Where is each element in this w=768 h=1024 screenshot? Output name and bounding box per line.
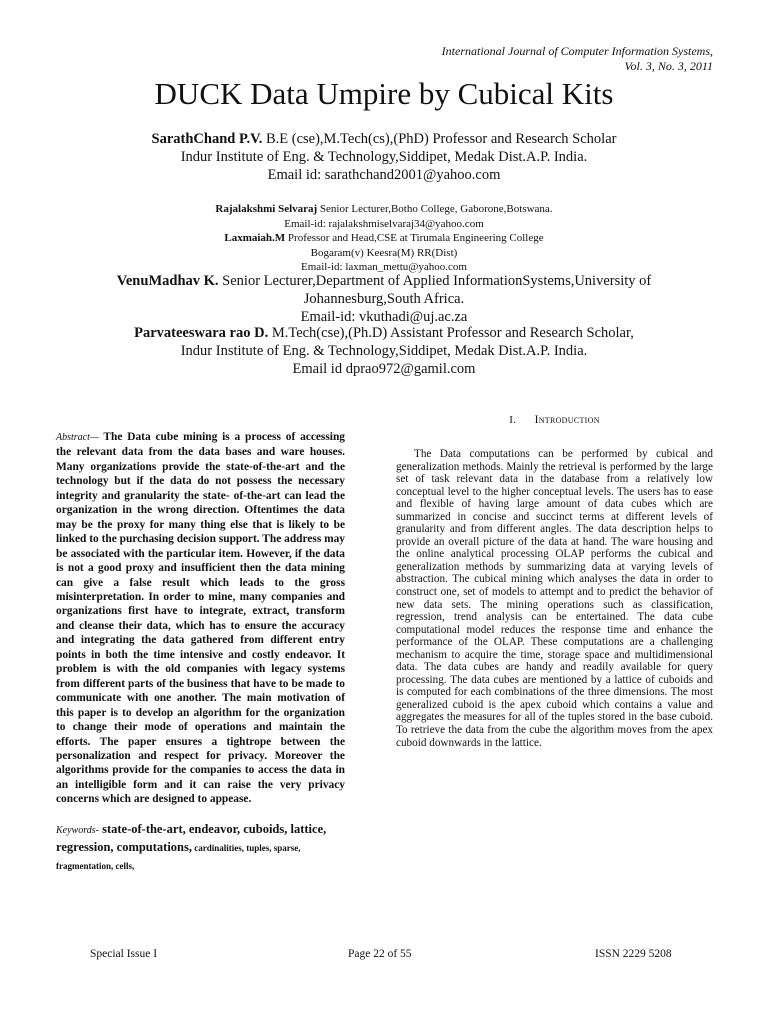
author-2-desc: Senior Lecturer,Botho College, Gaborone,Botswana.: [317, 203, 553, 215]
footer-issue: Special Issue I: [90, 948, 158, 960]
keywords-secondary: cardinalities, tuples, sparse, fragmentation, cells,: [56, 843, 301, 871]
abstract-text: The Data cube mining is a process of accessing the relevant data from the data bases and ware houses. Many organizations provide the state-of-the-art and the technology but if the data do not possess the necessary integrity and granularity the state- of-the-art can lead the organization in the wrong direction. Oftentimes the data may be the proxy for many thing else that is likely to be linked to the purchasing decision support. The address may be associated with the particular item. However, if the data is not a good proxy and insufficient then the data mining can give a false result which leads to the gross misinterpretation. In order to mine, many companies and organizations first have to integrate, extract, transform and cleanse their data, which has to ensure the accuracy and integrating the data gathered from different entry points in both the time intensive and costly endeavor. It problem is with the old companies with legacy systems from different parts of the business that have to be made to communicate with one another. The main motivation of this paper is to develop an algorithm for the organization to change their mode of operations and maintain the efforts. The paper ensures a tightrope between the personalization and respect for privacy. Moreover the algorithms provide for the companies to access the data in an intelligible form and it can raise the very privacy concerns which are designed to appease.: [56, 431, 345, 806]
section-title: Introduction: [534, 414, 600, 426]
journal-volume: Vol. 3, No. 3, 2011: [624, 59, 713, 73]
author-4-desc: Senior Lecturer,Department of Applied InformationSystems,University of Johannesburg,South Africa.: [218, 273, 652, 307]
author-5-name: Parvateeswara rao D.: [134, 325, 269, 341]
keywords-primary: state-of-the-art, endeavor, cuboids, lattice, regression, computations,: [56, 822, 327, 854]
author-2-email: Email-id: rajalakshmiselvaraj34@yahoo.com: [284, 217, 484, 230]
keywords: [56, 820, 345, 874]
author-1-email: Email id: sarathchand2001@yahoo.com: [267, 167, 501, 183]
author-block-2: [60, 202, 708, 275]
abstract-label: Abstract—: [56, 432, 99, 443]
author-1-line: [60, 130, 708, 148]
author-1-desc: B.E (cse),M.Tech(cs),(PhD) Professor and Research Scholar: [262, 131, 617, 147]
author-1-affiliation: Indur Institute of Eng. & Technology,Siddipet, Medak Dist.A.P. India.: [180, 149, 588, 165]
keywords-label: Keywords-: [56, 825, 99, 836]
footer-page-number: Page 22 of 55: [348, 948, 412, 960]
author-5-desc: M.Tech(cse),(Ph.D) Assistant Professor and Research Scholar,: [268, 325, 634, 341]
author-4-email: Email-id: vkuthadi@uj.ac.za: [300, 309, 468, 325]
author-5-line: [60, 324, 708, 342]
journal-header: [442, 44, 713, 74]
footer-issn: ISSN 2229 5208: [595, 948, 672, 960]
author-2-name: Rajalakshmi Selvaraj: [215, 203, 318, 215]
paper-title: DUCK Data Umpire by Cubical Kits: [154, 76, 614, 111]
journal-name: International Journal of Computer Information Systems,: [441, 44, 713, 58]
author-3-address: Bogaram(v) Keesra(M) RR(Dist): [310, 246, 458, 259]
author-block-1: [60, 130, 708, 184]
author-2-line: [60, 202, 708, 217]
author-3-desc: Professor and Head,CSE at Tirumala Engineering College: [285, 232, 544, 244]
author-4-name: VenuMadhav K.: [116, 273, 219, 289]
section-number: I.: [509, 414, 517, 426]
author-block-4: [60, 272, 708, 326]
author-5-affiliation: Indur Institute of Eng. & Technology,Siddipet, Medak Dist.A.P. India.: [180, 343, 588, 359]
author-4-line: [60, 272, 708, 308]
author-3-line: [60, 231, 708, 246]
introduction-paragraph: The Data computations can be performed by cubical and generalization methods. Mainly the retrieval is performed by the large set of task relevant data in the database from a relatively low conceptual level to the higher conceptual levels. The users has to ease and flexible of having large amount of data cubes which are summarized in concise and succinct terms at different levels of granularity and from different angles. The data description helps to provide an overall picture of the data at hand. The ware housing and the online analytical processing OLAP performs the cubical and generalization methods by summarizing data at varying levels of abstraction. The cubical mining which analyses the data in order to construct one, set of models to attempt and to predict the behavior of new data sets. The mining operations such as classification, regression, trend analysis can be entertained. The data cube computational model reduces the response time and enhance the performance of the OLAP. These computations are a challenging mechanism to acquire the time, storage space and multidimensional data. The data cubes are handy and readily available for query processing. The data cubes are mentioned by a lattice of cuboids and is computed for each combinations of the three dimensions. The most generalized cuboid is the apex cuboid which contains a value and aggregates the measures for all of the tuples stored in the base cuboid. To retrieve the data from the cube the algorithm moves from the apex cuboid downwards in the lattice.: [396, 448, 713, 749]
author-block-5: [60, 324, 708, 378]
author-3-name: Laxmaiah.M: [224, 232, 286, 244]
author-1-name: SarathChand P.V.: [151, 131, 263, 147]
section-heading-introduction: [396, 414, 713, 426]
author-3-email: Email-id: laxman_mettu@yahoo.com: [301, 261, 467, 273]
author-5-email: Email id dprao972@gamil.com: [292, 361, 476, 377]
abstract: [56, 430, 345, 807]
